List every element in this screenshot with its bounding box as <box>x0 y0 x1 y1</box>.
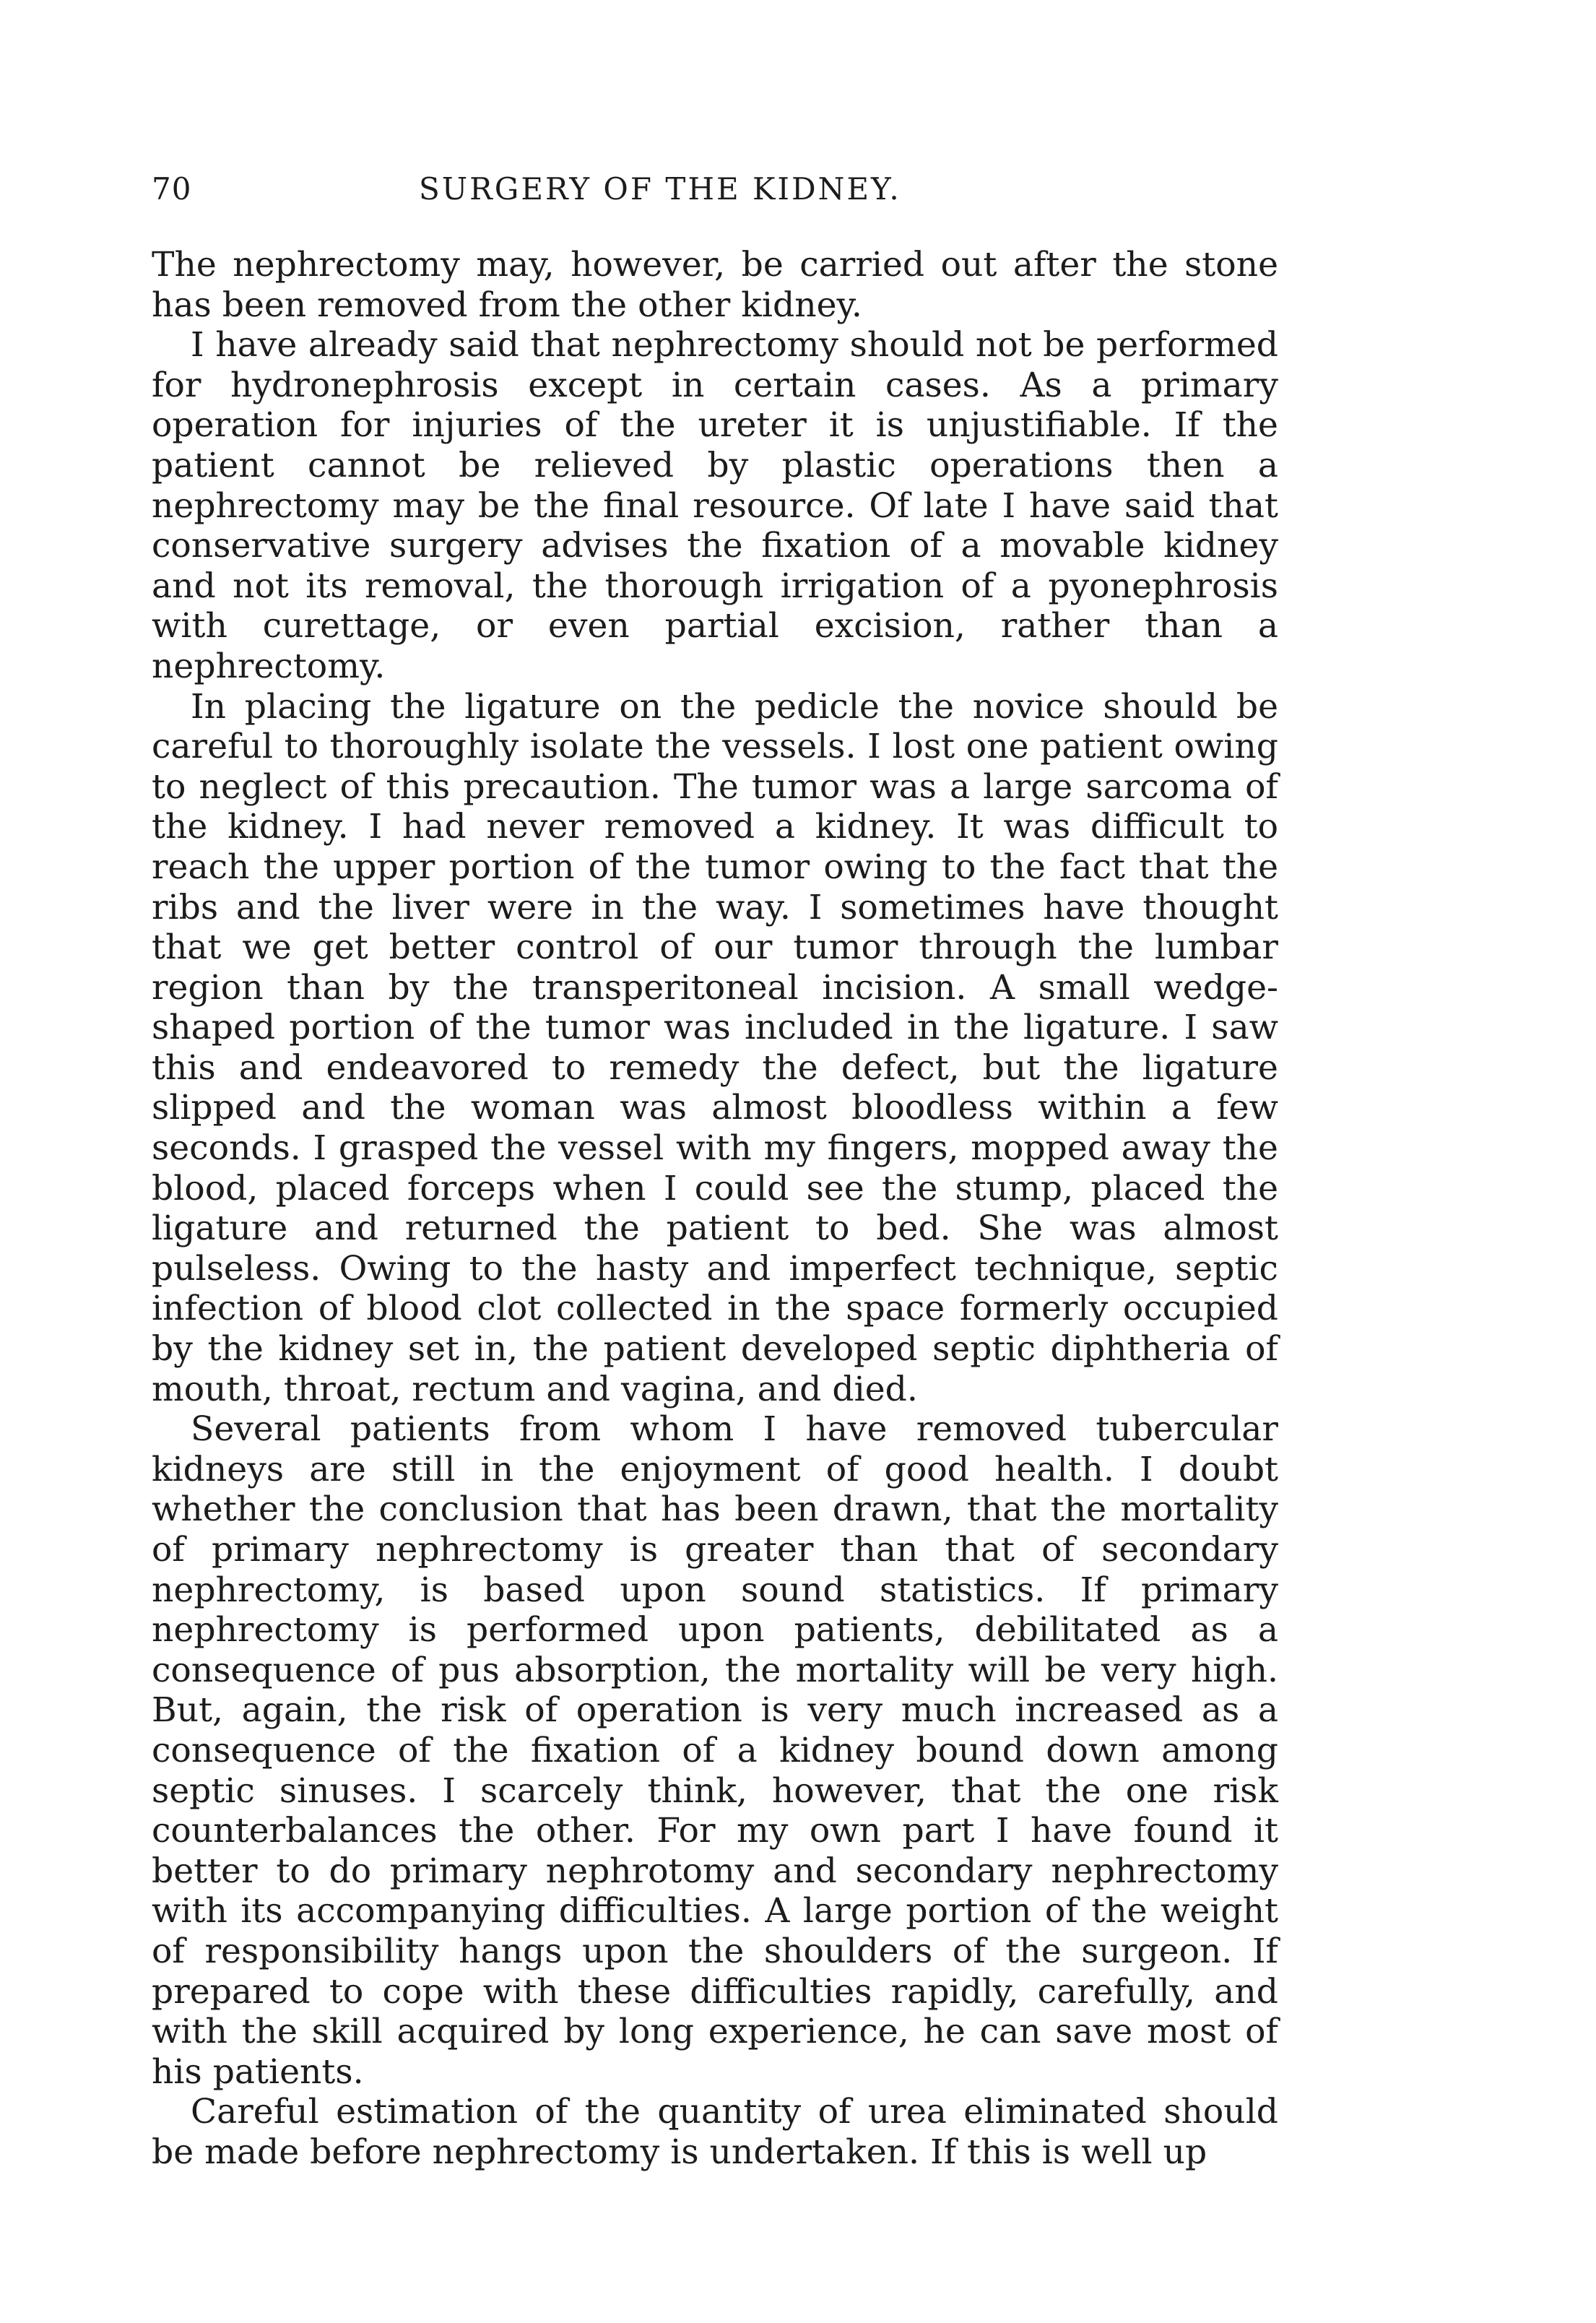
body-text <box>152 245 1278 2173</box>
running-head <box>152 163 1278 228</box>
paragraph: In placing the ligature on the pedicle the novice should be careful to thoroughly isolate the vessels. I lost one patient owing to neglect of this precaution. The tumor was a large sarcoma of the kidney. I had never removed a kidney. It was difficult to reach the upper portion of the tumor owing to the fact that the ribs and the liver were in the way. I sometimes have thought that we get better control of our tumor through the lumbar region than by the transperitoneal incision. A small wedge-shaped portion of the tumor was included in the ligature. I saw this and endeavored to remedy the defect, but the ligature slipped and the woman was almost bloodless within a few seconds. I grasped the vessel with my fingers, mopped away the blood, placed forceps when I could see the stump, placed the ligature and returned the patient to bed. She was almost pulseless. Owing to the hasty and imperfect technique, septic infection of blood clot collected in the space formerly occupied by the kidney set in, the patient developed septic diphtheria of mouth, throat, rectum and vagina, and died. <box>152 686 1278 1409</box>
paragraph: I have already said that nephrectomy should not be performed for hydronephrosis except in certain cases. As a primary operation for injuries of the ureter it is unjustifiable. If the patient cannot be relieved by plastic operations then a nephrectomy may be the final resource. Of late I have said that conservative surgery advises the fixation of a movable kidney and not its removal, the thorough irrigation of a pyonephrosis with curettage, or even partial excision, rather than a nephrectomy. <box>152 325 1278 686</box>
paragraph-continued: The nephrectomy may, however, be carried out after the stone has been removed from the other kidney. <box>152 245 1278 325</box>
page-number: 70 <box>152 171 192 207</box>
book-page <box>152 163 1278 2173</box>
running-title: SURGERY OF THE KIDNEY. <box>419 171 901 207</box>
paragraph: Several patients from whom I have removed tubercular kidneys are still in the enjoyment of good health. I doubt whether the conclusion that has been drawn, that the mortality of primary nephrectomy is greater than that of secondary nephrectomy, is based upon sound statistics. If primary nephrectomy is performed upon patients, debilitated as a consequence of pus absorption, the mortality will be very high. But, again, the risk of operation is very much increased as a consequence of the fixation of a kidney bound down among septic sinuses. I scarcely think, however, that the one risk counterbalances the other. For my own part I have found it better to do primary nephrotomy and secondary nephrectomy with its accompanying difficulties. A large portion of the weight of responsibility hangs upon the shoulders of the surgeon. If prepared to cope with these difficulties rapidly, carefully, and with the skill acquired by long experience, he can save most of his patients. <box>152 1409 1278 2092</box>
paragraph: Careful estimation of the quantity of urea eliminated should be made before nephrectomy is undertaken. If this is well up <box>152 2092 1278 2172</box>
